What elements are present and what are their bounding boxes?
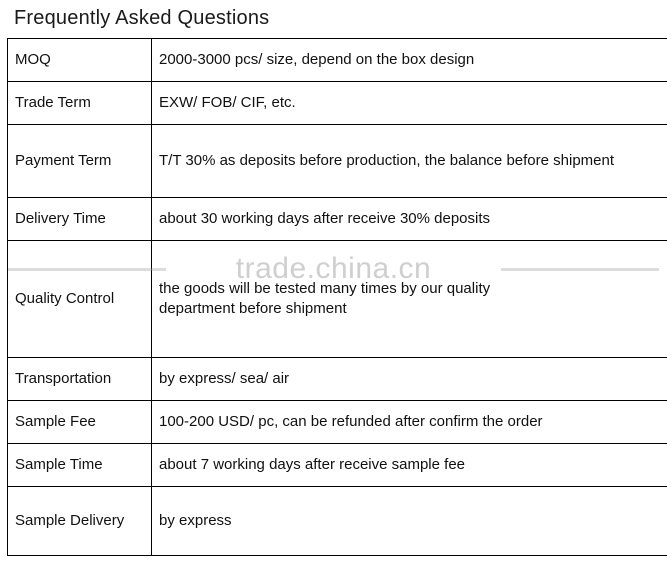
word: will <box>229 280 250 297</box>
word: our <box>420 280 443 297</box>
table-row <box>8 198 667 241</box>
row-value-transportation: by express/ sea/ air <box>152 358 667 401</box>
row-value-sample-fee: 100-200 USD/ pc, can be refunded after confirm the order <box>152 401 667 444</box>
table-row <box>8 358 667 401</box>
quality-control-line-2: department before shipment <box>159 300 347 317</box>
watermark-text: trade.china.cn <box>235 252 432 285</box>
payment-term-line-2: shipment <box>553 152 615 169</box>
row-value-quality-control <box>152 241 667 358</box>
row-value-delivery-time: about 30 working days after receive 30% deposits <box>152 198 667 241</box>
row-value-sample-delivery: by express <box>152 487 667 556</box>
sample-delivery-label-line-2: Delivery <box>70 512 125 529</box>
row-value-moq: 2000-3000 pcs/ size, depend on the box design <box>152 39 667 82</box>
word: be <box>254 280 271 297</box>
word: many <box>320 280 357 297</box>
row-label-sample-time: Sample Time <box>8 444 152 487</box>
word: tested <box>274 280 316 297</box>
table-row <box>8 444 667 487</box>
word: times <box>360 280 397 297</box>
row-label-transportation: Transportation <box>8 358 152 401</box>
row-value-payment-term <box>152 125 667 198</box>
table-row <box>8 125 667 198</box>
word: by <box>400 280 417 297</box>
word: quality <box>446 280 491 297</box>
row-label-sample-delivery <box>8 487 152 556</box>
table-row <box>8 82 667 125</box>
row-label-quality-control: Quality Control <box>8 241 152 358</box>
row-label-trade-term: Trade Term <box>8 82 152 125</box>
sample-delivery-label-line-1: Sample <box>15 512 66 529</box>
row-label-delivery-time: Delivery Time <box>8 198 152 241</box>
table-row <box>8 401 667 444</box>
table-row <box>8 241 667 358</box>
word: goods <box>184 280 225 297</box>
row-value-sample-time: about 7 working days after receive sample fee <box>152 444 667 487</box>
payment-term-line-1: T/T 30% as deposits before production, the balance before <box>159 152 549 169</box>
row-value-trade-term: EXW/ FOB/ CIF, etc. <box>152 82 667 125</box>
table-row <box>8 487 667 556</box>
row-label-sample-fee: Sample Fee <box>8 401 152 444</box>
table-row <box>8 39 667 82</box>
word: the <box>159 280 180 297</box>
row-label-moq: MOQ <box>8 39 152 82</box>
row-label-payment-term: Payment Term <box>8 125 152 198</box>
page-title: Frequently Asked Questions <box>14 7 270 29</box>
quality-control-line-1 <box>159 279 667 299</box>
faq-table <box>7 38 667 556</box>
